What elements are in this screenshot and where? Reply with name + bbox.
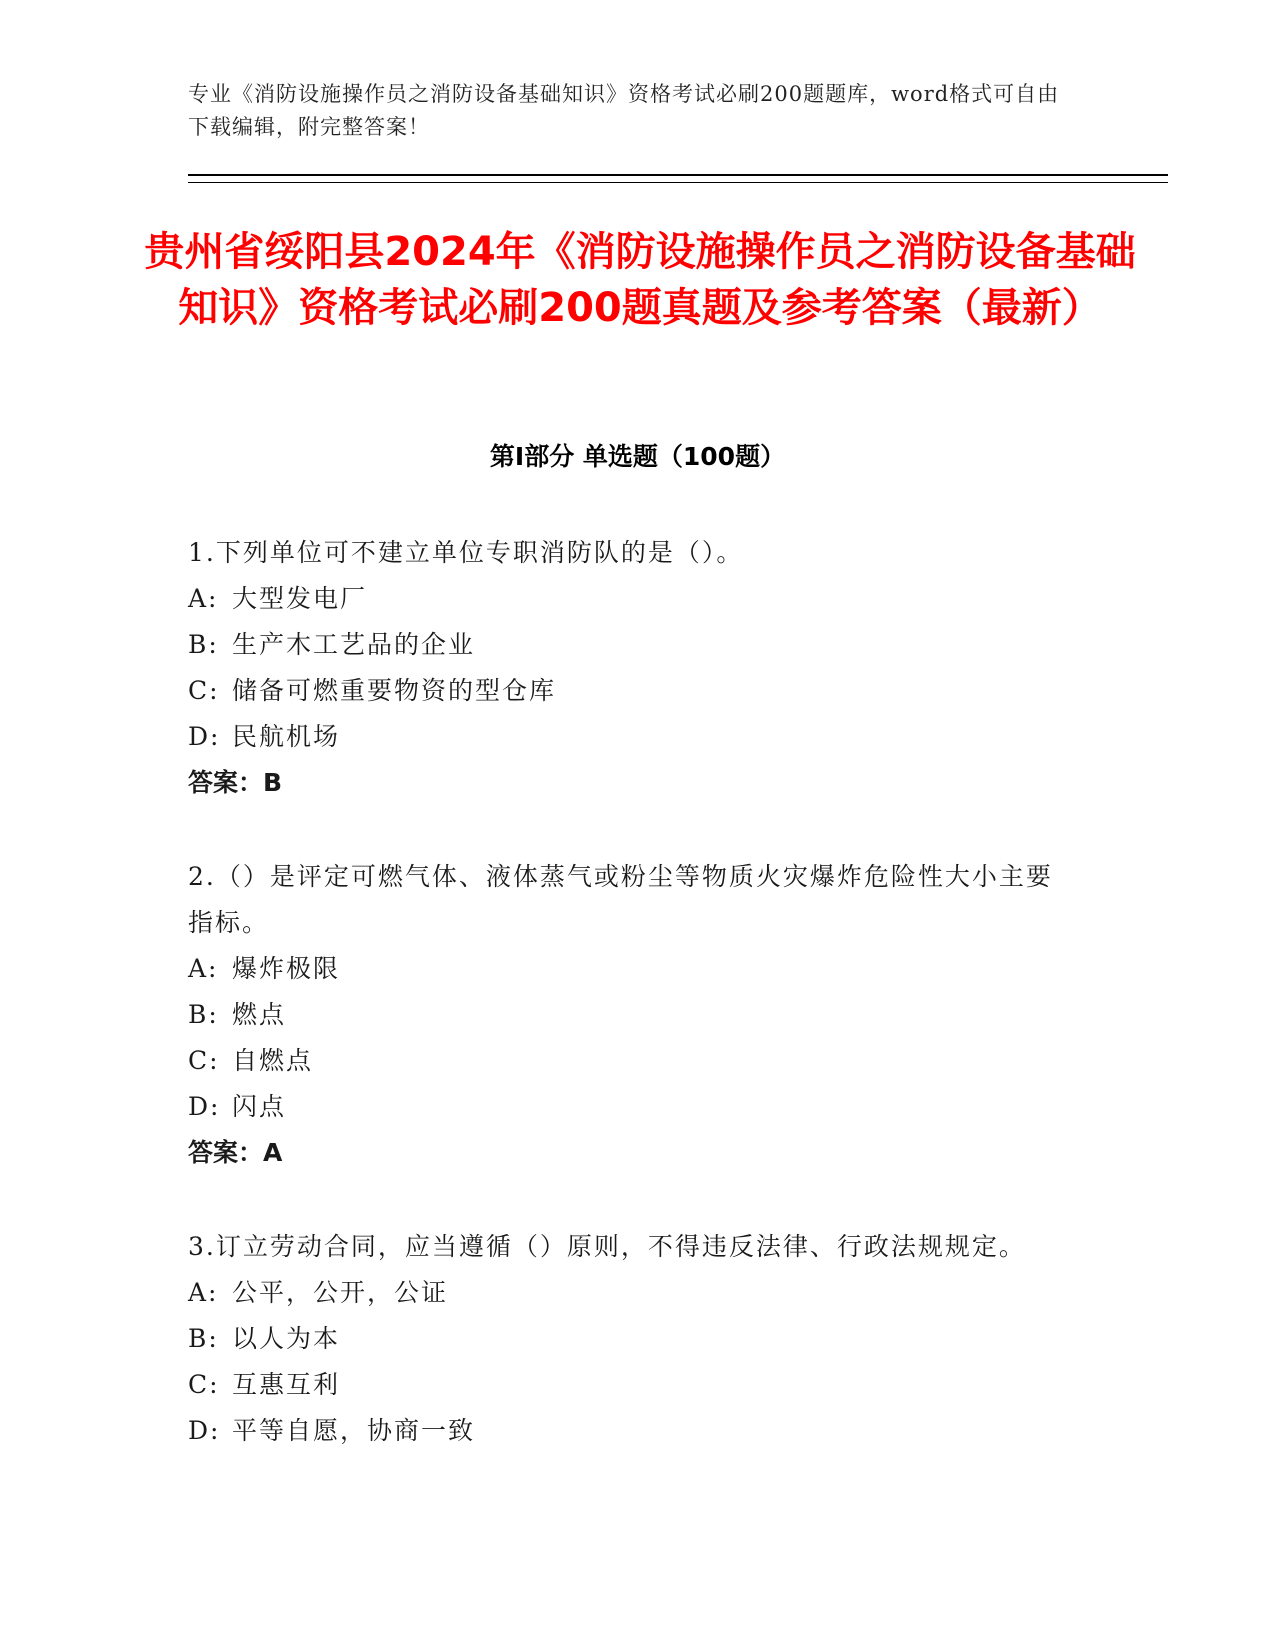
- option-text: 闪点: [232, 1092, 287, 1121]
- option-letter: C:: [188, 1046, 220, 1075]
- section-heading: 第Ⅰ部分 单选题（100题）: [489, 442, 786, 471]
- option-b: [188, 622, 1068, 668]
- document-title: 贵州省绥阳县2024年《消防设施操作员之消防设备基础知识》资格考试必刷200题真题及参考答案（最新）: [144, 229, 1136, 331]
- option-text: 爆炸极限: [232, 954, 341, 983]
- question-3: [188, 1224, 1068, 1454]
- option-a: [188, 946, 1068, 992]
- header-rule-thick: [188, 174, 1168, 176]
- option-text: 互惠互利: [232, 1370, 341, 1399]
- option-b: [188, 1316, 1068, 1362]
- option-text: 生产木工艺品的企业: [232, 630, 476, 659]
- question-2: [188, 854, 1068, 1176]
- question-stem: 1.下列单位可不建立单位专职消防队的是（）。: [188, 538, 744, 567]
- option-text: 自燃点: [232, 1046, 314, 1075]
- option-text: 大型发电厂: [232, 584, 368, 613]
- option-d: [188, 1084, 1068, 1130]
- option-c: [188, 1362, 1068, 1408]
- header-rule-thin: [188, 182, 1168, 183]
- question-1: [188, 530, 1068, 806]
- option-d: [188, 714, 1068, 760]
- question-stem: 3.订立劳动合同，应当遵循（）原则，不得违反法律、行政法规规定。: [188, 1232, 1026, 1261]
- option-text: 平等自愿，协商一致: [232, 1416, 476, 1445]
- option-letter: B:: [188, 1324, 219, 1353]
- option-letter: C:: [188, 1370, 220, 1399]
- option-letter: D:: [188, 1416, 221, 1445]
- option-text: 民航机场: [232, 722, 341, 751]
- question-stem: 2.（）是评定可燃气体、液体蒸气或粉尘等物质火灾爆炸危险性大小主要指标。: [188, 862, 1053, 937]
- option-c: [188, 1038, 1068, 1084]
- option-letter: A:: [188, 954, 219, 983]
- option-letter: B:: [188, 630, 219, 659]
- option-a: [188, 576, 1068, 622]
- option-text: 以人为本: [232, 1324, 341, 1353]
- answer: 答案：A: [188, 1138, 283, 1167]
- option-letter: A:: [188, 1278, 219, 1307]
- option-text: 公平，公开，公证: [232, 1278, 449, 1307]
- header-note: 专业《消防设施操作员之消防设备基础知识》资格考试必刷200题题库，word格式可自由下载编辑，附完整答案！: [188, 82, 1060, 139]
- option-text: 燃点: [232, 1000, 287, 1029]
- option-letter: C:: [188, 676, 220, 705]
- option-letter: B:: [188, 1000, 219, 1029]
- option-letter: D:: [188, 722, 221, 751]
- option-letter: D:: [188, 1092, 221, 1121]
- option-d: [188, 1408, 1068, 1454]
- question-list: [188, 530, 1068, 1502]
- option-c: [188, 668, 1068, 714]
- option-a: [188, 1270, 1068, 1316]
- option-b: [188, 992, 1068, 1038]
- answer: 答案：B: [188, 768, 283, 797]
- option-letter: A:: [188, 584, 219, 613]
- option-text: 储备可燃重要物资的型仓库: [232, 676, 557, 705]
